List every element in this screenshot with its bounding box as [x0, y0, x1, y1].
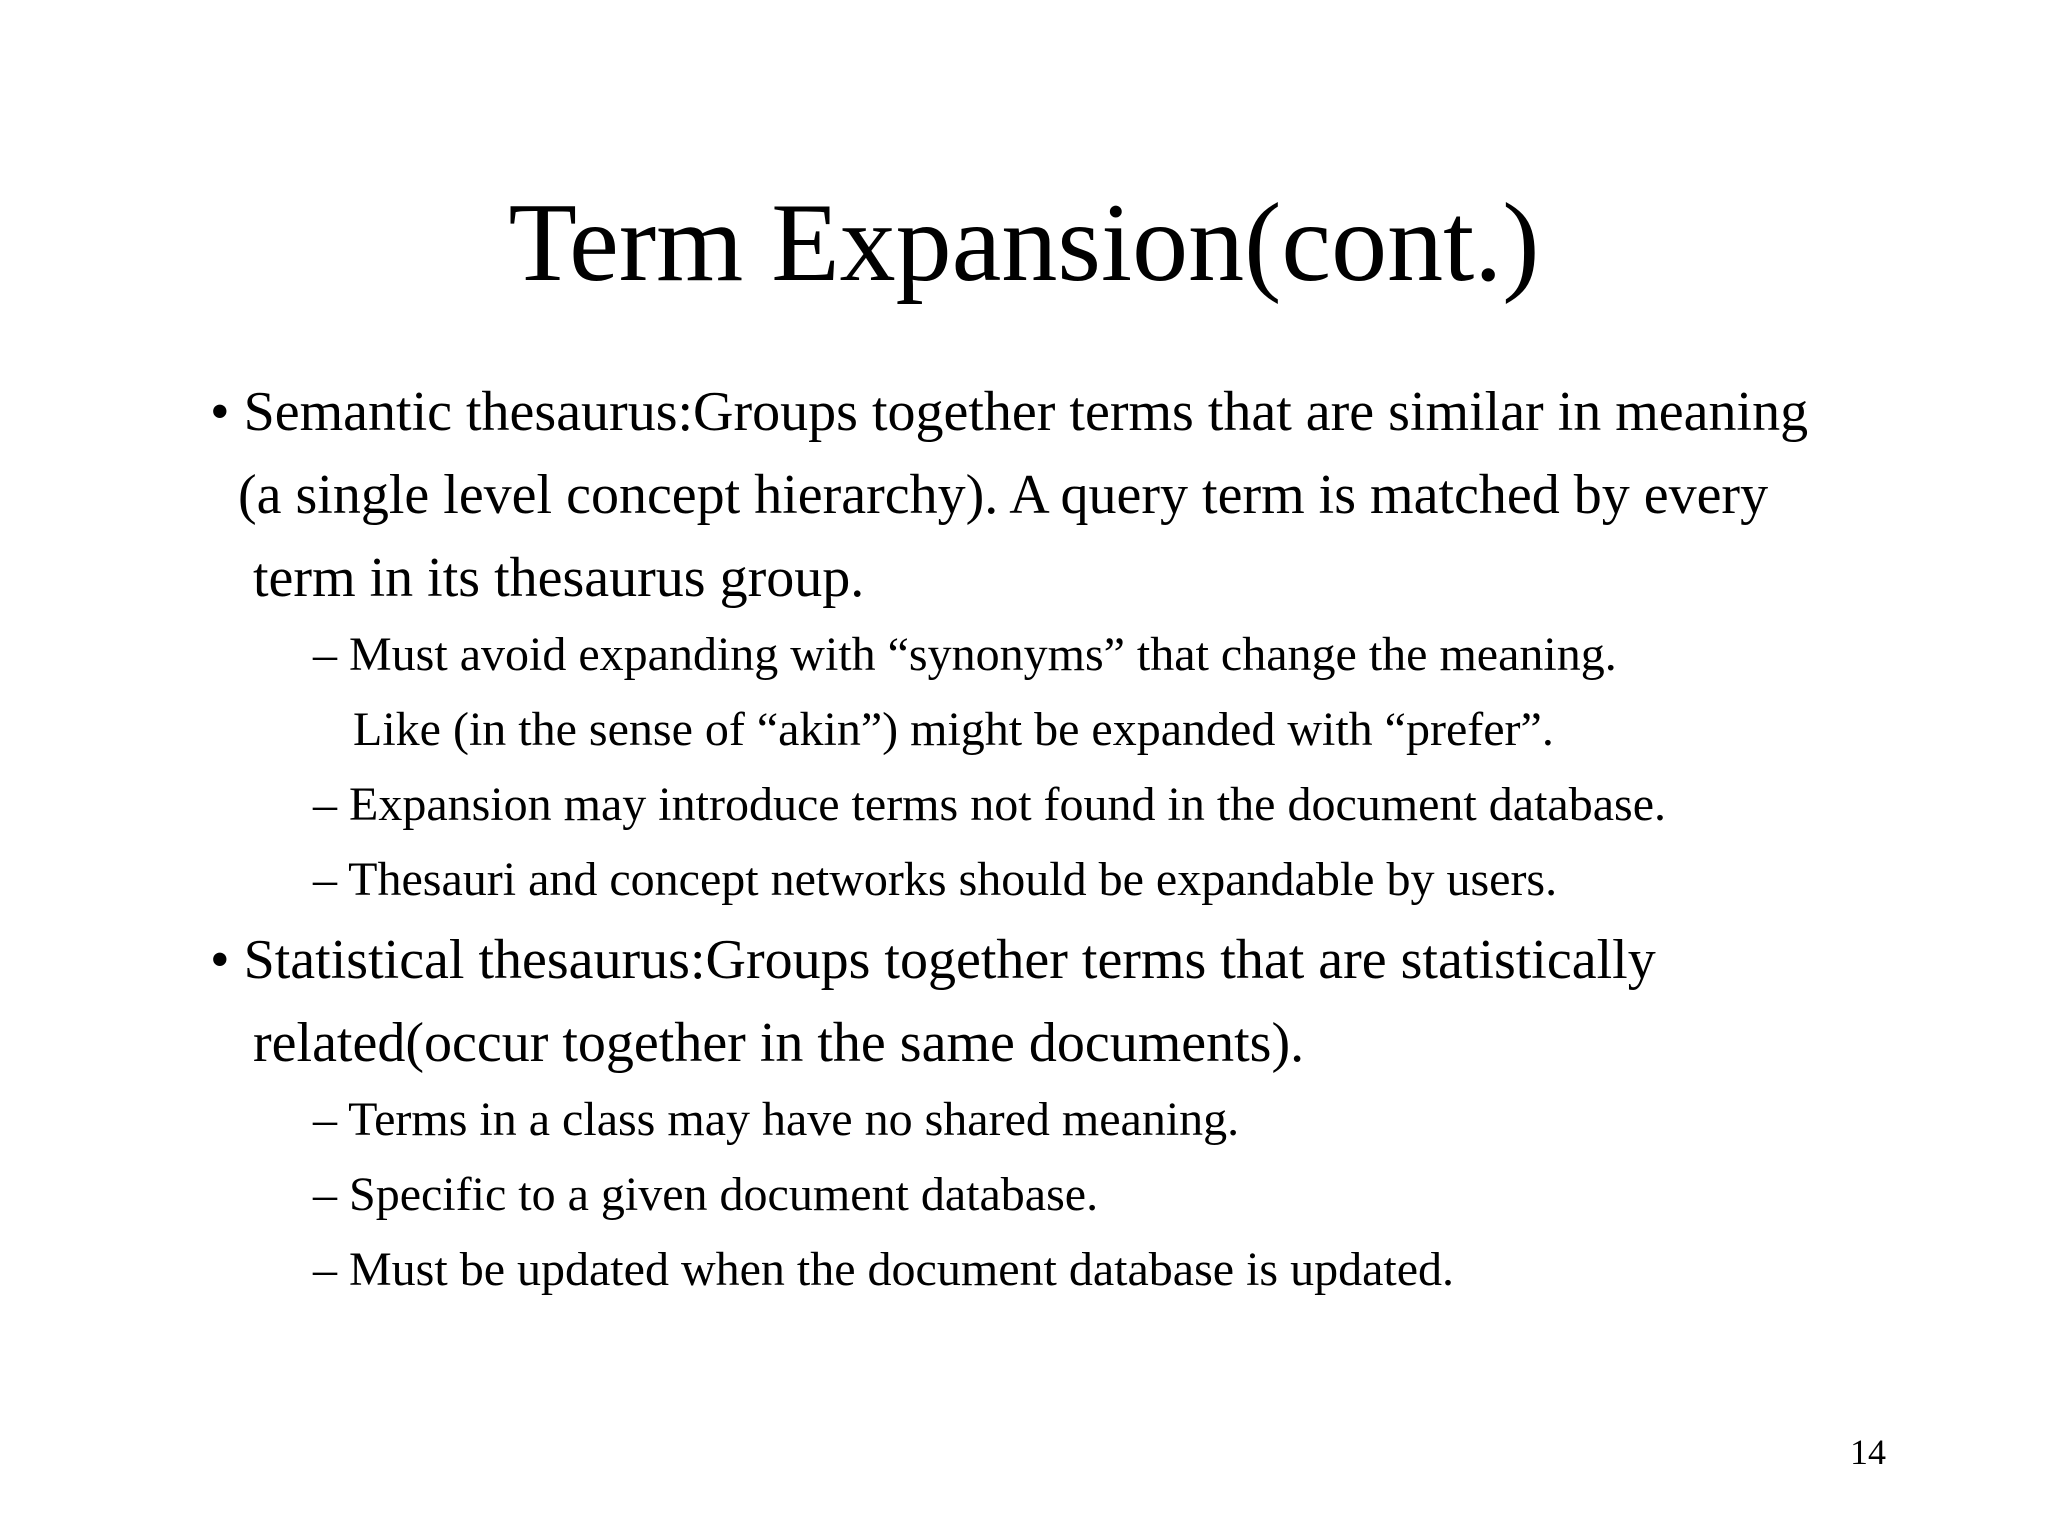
subbullet-update-database: – Must be updated when the document database is updated. — [313, 1243, 1455, 1296]
page-number: 14 — [1850, 1432, 1886, 1472]
subbullet-no-shared-meaning: – Terms in a class may have no shared meaning. — [313, 1093, 1240, 1146]
bullet-statistical-thesaurus-line-1: • Statistical thesaurus:Groups together terms that are statistically — [210, 929, 1656, 991]
bullet-semantic-thesaurus-line-3: term in its thesaurus group. — [253, 547, 865, 609]
subbullet-avoid-synonyms-line-1: – Must avoid expanding with “synonyms” that change the meaning. — [313, 628, 1617, 681]
subbullet-specific-database: – Specific to a given document database. — [313, 1168, 1099, 1221]
subbullet-expansion-terms: – Expansion may introduce terms not found in the document database. — [313, 778, 1666, 831]
subbullet-thesauri-networks: – Thesauri and concept networks should be expandable by users. — [313, 853, 1558, 906]
bullet-statistical-thesaurus-line-2: related(occur together in the same documents). — [253, 1012, 1305, 1074]
bullet-semantic-thesaurus-line-1: • Semantic thesaurus:Groups together terms that are similar in meaning — [210, 381, 1809, 443]
bullet-semantic-thesaurus-line-2: (a single level concept hierarchy). A query term is matched by every — [238, 464, 1769, 526]
subbullet-avoid-synonyms-line-2: Like (in the sense of “akin”) might be expanded with “prefer”. — [353, 703, 1554, 756]
slide-title: Term Expansion(cont.) — [508, 181, 1540, 305]
